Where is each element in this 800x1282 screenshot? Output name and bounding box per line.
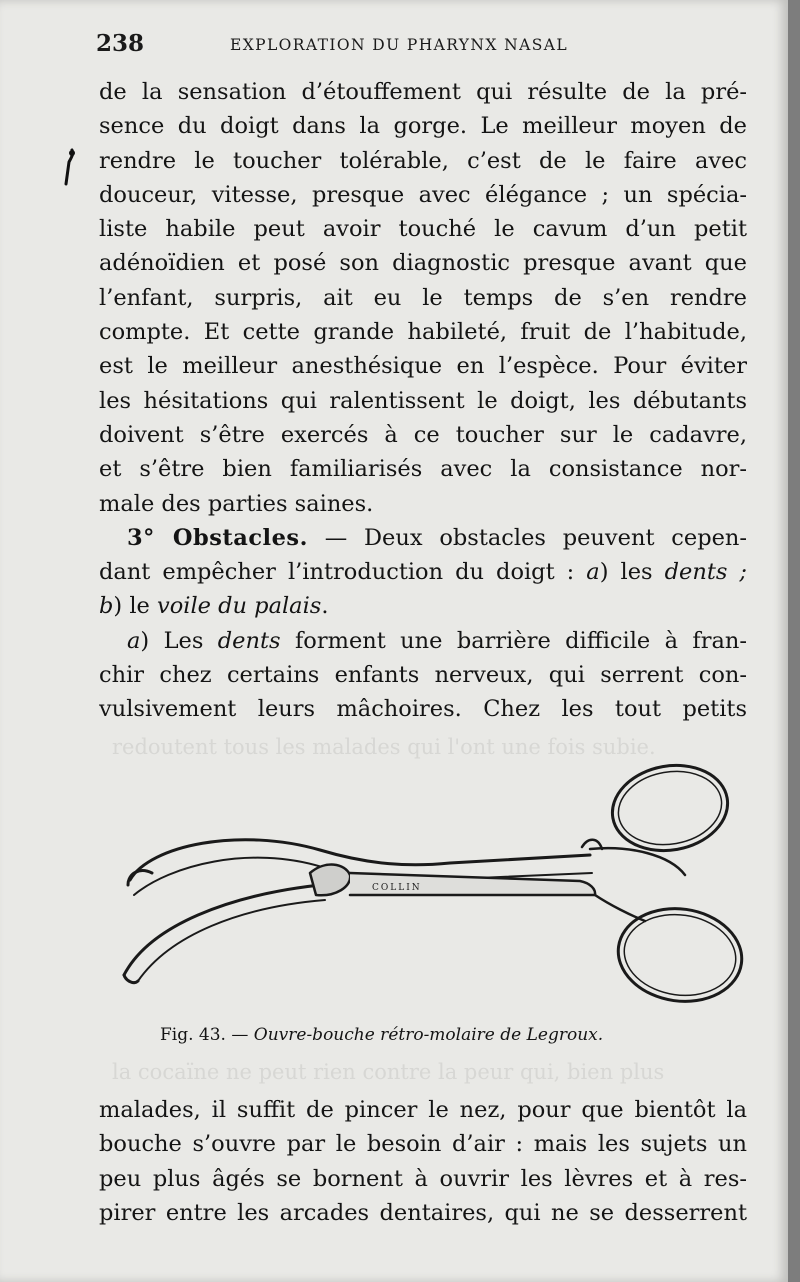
text-line: et s’être bien familiarisés avec la consistance nor- <box>99 456 747 483</box>
margin-annotation-mark <box>62 148 76 186</box>
show-through: redoutent tous les malades qui l'ont une fois subie. <box>112 735 656 759</box>
text-fragment: forment une barrière difficile à fran- <box>280 627 747 654</box>
text-line: bouche s’ouvre par le besoin d’air : mais les sujets un <box>99 1131 747 1158</box>
page-header <box>96 30 736 64</box>
text-line <box>99 589 747 623</box>
text-line: rendre le toucher tolérable, c’est de le faire avec <box>99 147 747 174</box>
page-number: 238 <box>96 30 145 57</box>
section-heading: 3° Obstacles. <box>127 524 308 551</box>
text-line: malades, il suffit de pincer le nez, pour que bientôt la <box>99 1097 747 1123</box>
running-title: EXPLORATION DU PHARYNX NASAL <box>230 36 569 54</box>
text-line: douceur, vitesse, presque avec élégance ; un spécia- <box>99 181 747 208</box>
paragraph-1 <box>99 75 747 727</box>
text-line: l’enfant, surpris, ait eu le temps de s’en rendre <box>99 284 747 311</box>
text-fragment: dents <box>217 627 281 654</box>
text-line <box>99 624 747 658</box>
caption-text: Ouvre-bouche rétro-molaire de Legroux. <box>253 1025 604 1045</box>
caption-label: Fig. 43. — <box>160 1025 254 1045</box>
text-line: vulsivement leurs mâchoires. Chez les tout petits <box>99 696 747 723</box>
text-fragment: — Deux obstacles peuvent cepen- <box>307 524 747 551</box>
text-line: chir chez certains enfants nerveux, qui serrent con- <box>99 662 747 689</box>
text-line: est le meilleur anesthésique en l’espèce. Pour éviter <box>99 353 747 380</box>
text-line: les hésitations qui ralentissent le doigt, les débutants <box>99 387 747 414</box>
figure-caption <box>160 1025 720 1045</box>
text-line: de la sensation d’étouffement qui résulte de la pré- <box>99 79 747 105</box>
instrument-maker-mark: COLLIN <box>372 883 422 893</box>
text-fragment: voile du palais <box>157 593 322 620</box>
paragraph-after-figure <box>99 1093 747 1230</box>
text-line: pirer entre les arcades dentaires, qui ne se desserrent <box>99 1199 747 1226</box>
text-line: male des parties saines. <box>99 490 374 517</box>
text-line: compte. Et cette grande habileté, fruit de l’habitude, <box>99 319 747 346</box>
text-line: peu plus âgés se bornent à ouvrir les lèvres et à res- <box>99 1165 747 1192</box>
text-fragment: dents ; <box>664 559 747 586</box>
text-fragment: ) Les <box>140 627 218 654</box>
text-line: sence du doigt dans la gorge. Le meilleur moyen de <box>99 113 747 140</box>
text-fragment: a <box>586 559 600 586</box>
text-fragment: a <box>127 627 141 654</box>
text-line <box>99 555 747 589</box>
show-through: la cocaïne ne peut rien contre la peur qui, bien plus <box>112 1060 665 1084</box>
text-fragment: b <box>99 593 114 620</box>
text-line: liste habile peut avoir touché le cavum d’un petit <box>99 216 747 243</box>
text-fragment: dant empêcher l’introduction du doigt : <box>99 559 587 586</box>
text-line: adénoïdien et posé son diagnostic presque avant que <box>99 250 747 277</box>
text-fragment: ) les <box>599 559 665 586</box>
text-fragment: ) le <box>113 593 157 620</box>
figure-43-illustration <box>110 745 750 1015</box>
section-heading-line <box>99 521 747 555</box>
text-fragment: . <box>321 593 329 620</box>
text-line: doivent s’être exercés à ce toucher sur le cadavre, <box>99 421 747 448</box>
